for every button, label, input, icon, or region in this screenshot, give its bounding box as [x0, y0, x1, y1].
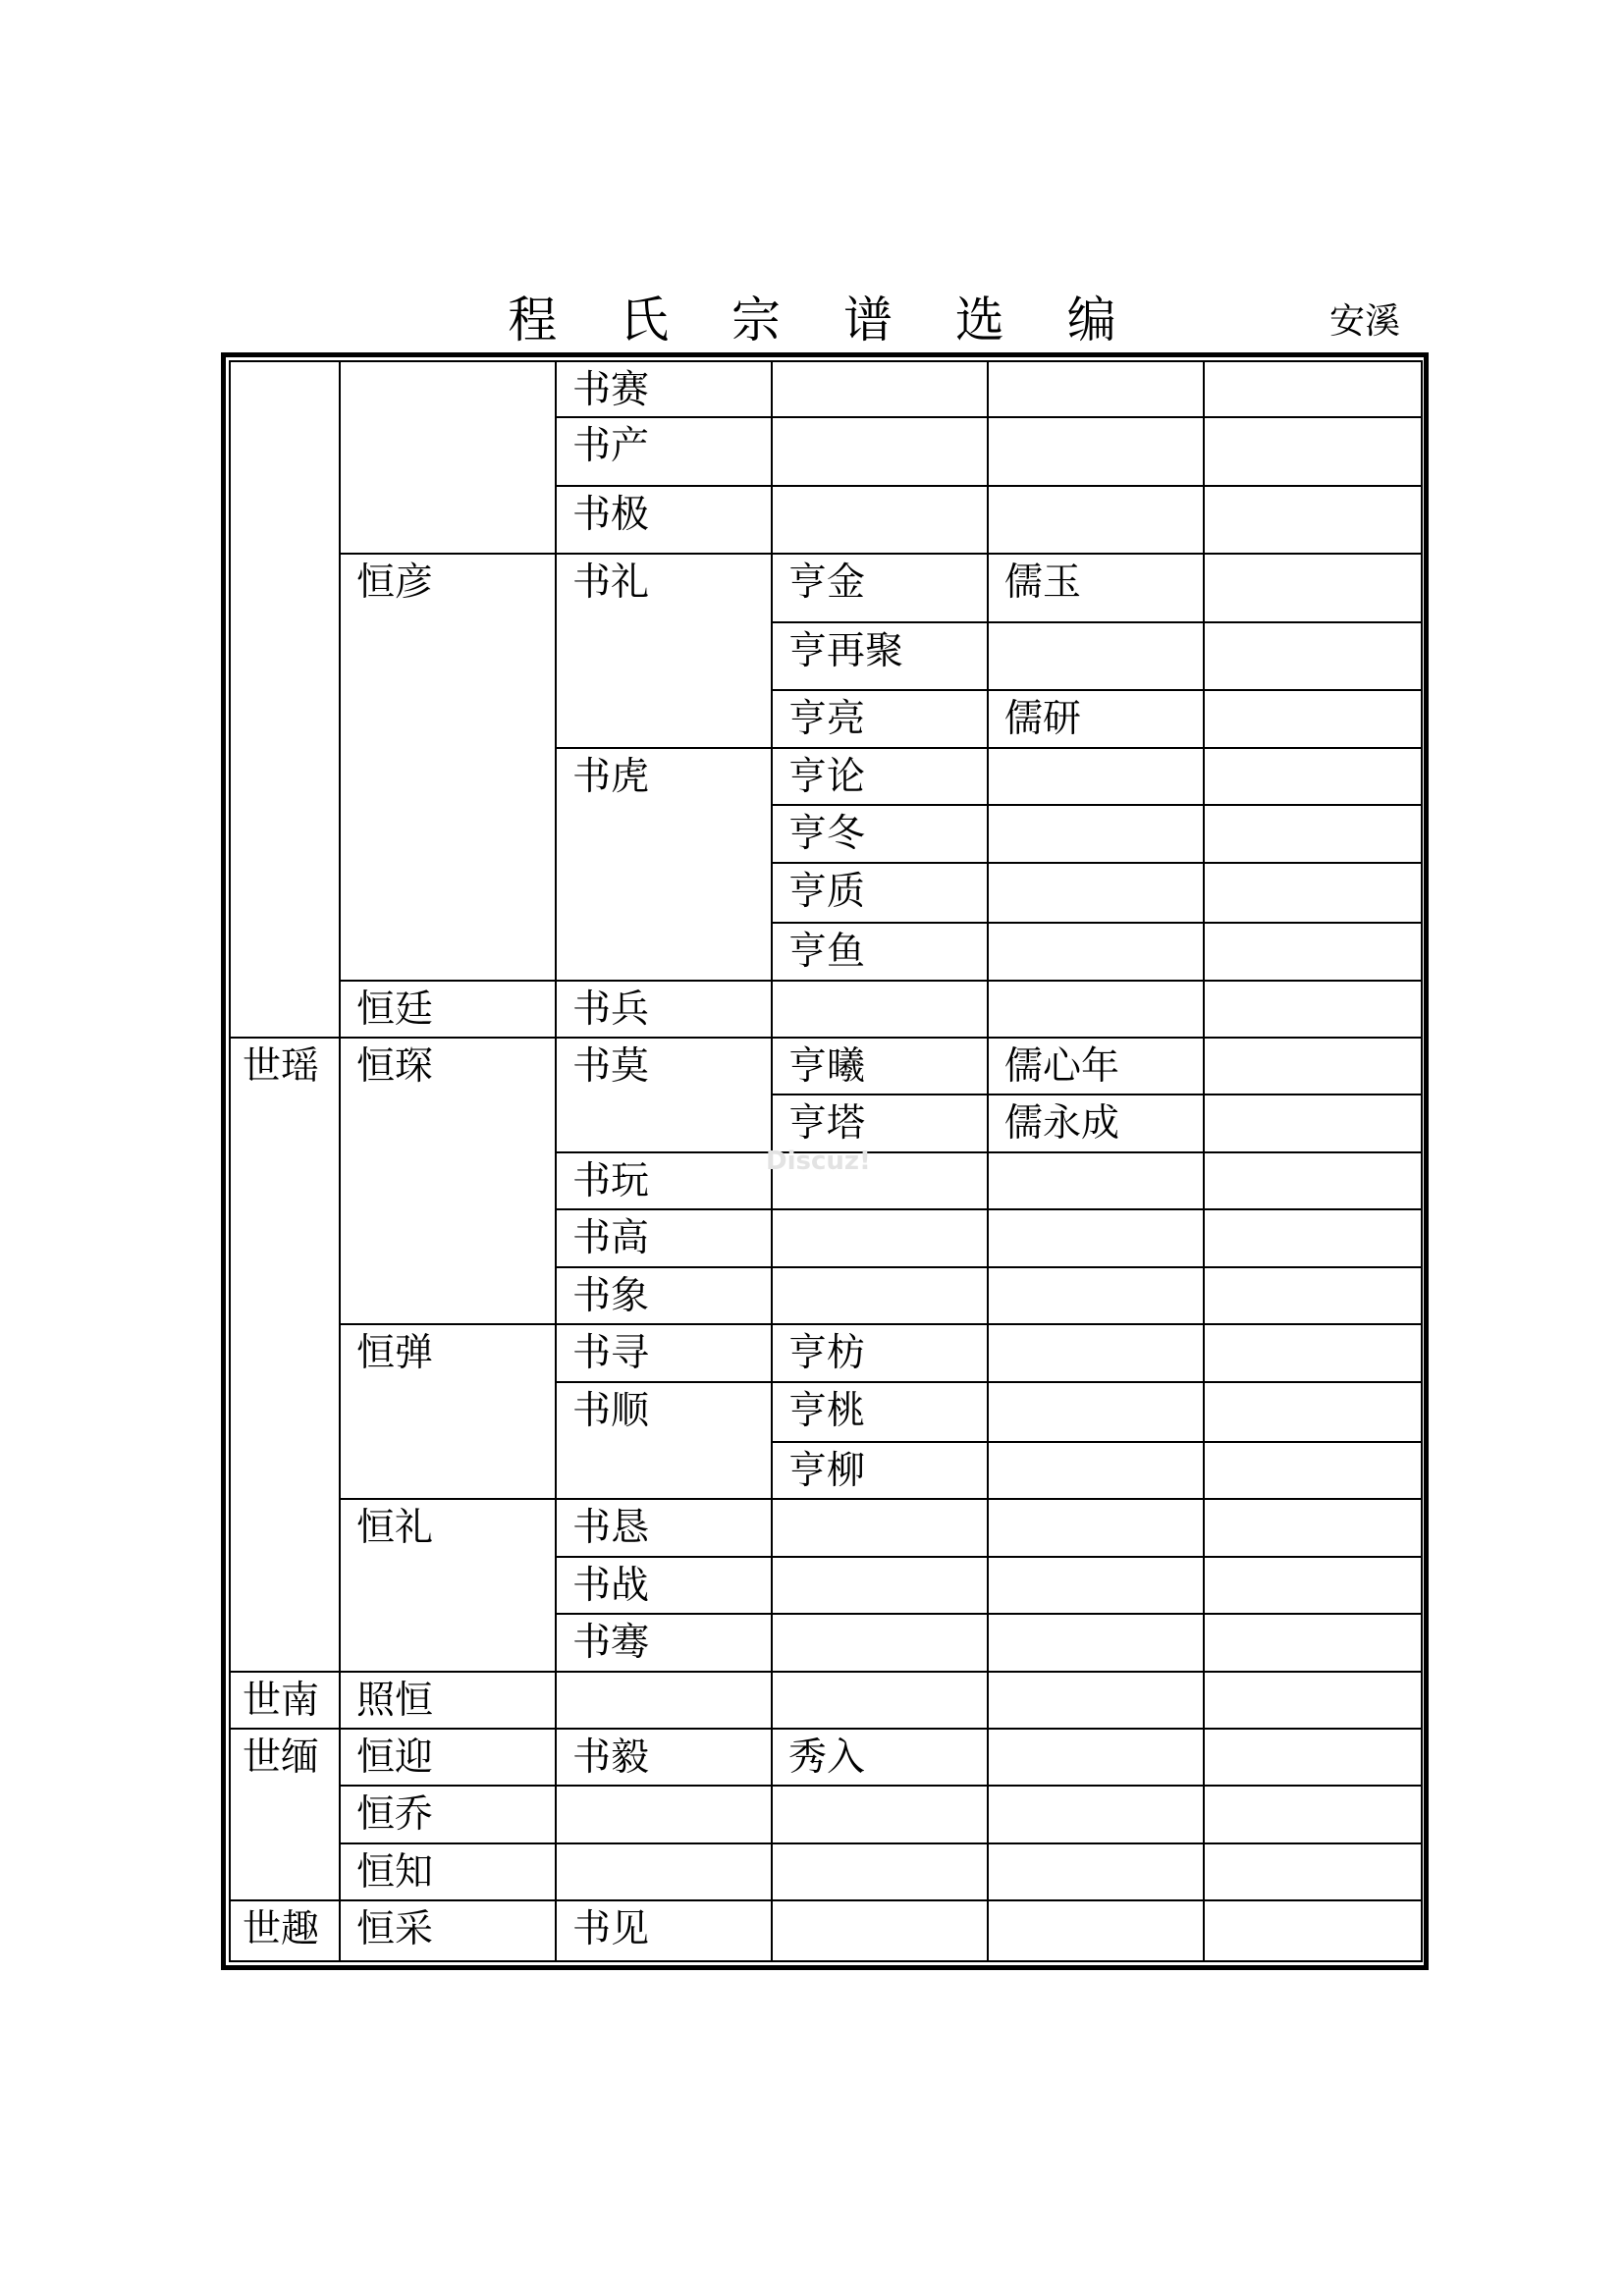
generation-5-cell: [988, 1729, 1204, 1786]
generation-5-cell: [988, 1900, 1204, 1961]
generation-6-cell: [1204, 1095, 1422, 1151]
generation-4-cell: 亨金: [772, 554, 988, 622]
generation-3-cell: 书产: [556, 417, 772, 486]
generation-5-cell: [988, 1209, 1204, 1266]
generation-5-cell: [988, 1672, 1204, 1729]
generation-5-cell: [988, 981, 1204, 1038]
generation-4-cell: 亨曦: [772, 1038, 988, 1095]
table-row: [230, 1324, 1422, 1381]
watermark: Discuz!: [766, 1147, 871, 1176]
generation-6-cell: [1204, 1442, 1422, 1499]
generation-5-cell: [988, 923, 1204, 980]
generation-2-cell: 恒弹: [340, 1324, 556, 1499]
generation-1-cell: [230, 361, 340, 1038]
generation-6-cell: [1204, 1786, 1422, 1842]
generation-4-cell: [772, 417, 988, 486]
place-name: 安溪: [1329, 301, 1401, 342]
generation-4-cell: 亨枋: [772, 1324, 988, 1381]
generation-4-cell: [772, 1557, 988, 1614]
generation-3-cell: 书玩: [556, 1152, 772, 1209]
generation-3-cell: [556, 1672, 772, 1729]
generation-6-cell: [1204, 1209, 1422, 1266]
generation-4-cell: 亨亮: [772, 690, 988, 747]
generation-1-cell: 世缅: [230, 1729, 340, 1900]
generation-5-cell: [988, 1843, 1204, 1900]
generation-6-cell: [1204, 863, 1422, 923]
table-row: [230, 1786, 1422, 1842]
generation-4-cell: 亨塔: [772, 1095, 988, 1151]
generation-3-cell: [556, 1786, 772, 1842]
generation-5-cell: [988, 1152, 1204, 1209]
generation-6-cell: [1204, 1038, 1422, 1095]
generation-3-cell: 书礼: [556, 554, 772, 747]
generation-2-cell: 恒知: [340, 1843, 556, 1900]
generation-6-cell: [1204, 1614, 1422, 1671]
generation-3-cell: 书顺: [556, 1382, 772, 1500]
generation-4-cell: [772, 486, 988, 555]
table-row: [230, 1499, 1422, 1556]
generation-2-cell: 恒采: [340, 1900, 556, 1961]
generation-3-cell: 书虎: [556, 748, 772, 981]
table-row: [230, 1900, 1422, 1961]
generation-4-cell: [772, 1900, 988, 1961]
generation-5-cell: [988, 361, 1204, 417]
generation-5-cell: [988, 863, 1204, 923]
table-row: [230, 981, 1422, 1038]
generation-5-cell: [988, 1267, 1204, 1324]
generation-5-cell: [988, 805, 1204, 862]
generation-2-cell: 恒廷: [340, 981, 556, 1038]
generation-6-cell: [1204, 1672, 1422, 1729]
generation-4-cell: 亨质: [772, 863, 988, 923]
generation-6-cell: [1204, 1267, 1422, 1324]
generation-2-cell: 恒琛: [340, 1038, 556, 1324]
generation-4-cell: [772, 1267, 988, 1324]
generation-5-cell: [988, 1324, 1204, 1381]
generation-3-cell: 书毅: [556, 1729, 772, 1786]
generation-5-cell: 儒研: [988, 690, 1204, 747]
generation-4-cell: 亨桃: [772, 1382, 988, 1442]
generation-6-cell: [1204, 1499, 1422, 1556]
table-row: [230, 1729, 1422, 1786]
table-row: [230, 1843, 1422, 1900]
generation-4-cell: [772, 1672, 988, 1729]
generation-4-cell: [772, 981, 988, 1038]
generation-3-cell: 书见: [556, 1900, 772, 1961]
generation-4-cell: 亨柳: [772, 1442, 988, 1499]
generation-5-cell: [988, 1382, 1204, 1442]
generation-6-cell: [1204, 1382, 1422, 1442]
generation-6-cell: [1204, 486, 1422, 555]
page-title: 程 氏 宗 谱 选 编: [508, 292, 1140, 348]
generation-3-cell: 书战: [556, 1557, 772, 1614]
generation-4-cell: 亨冬: [772, 805, 988, 862]
generation-4-cell: [772, 1786, 988, 1842]
generation-3-cell: 书高: [556, 1209, 772, 1266]
generation-6-cell: [1204, 361, 1422, 417]
generation-3-cell: 书兵: [556, 981, 772, 1038]
generation-5-cell: [988, 622, 1204, 691]
generation-4-cell: [772, 1499, 988, 1556]
generation-6-cell: [1204, 1729, 1422, 1786]
generation-3-cell: 书寻: [556, 1324, 772, 1381]
generation-4-cell: [772, 1209, 988, 1266]
generation-5-cell: [988, 1557, 1204, 1614]
generation-1-cell: 世瑶: [230, 1038, 340, 1672]
generation-5-cell: 儒玉: [988, 554, 1204, 622]
generation-4-cell: [772, 1843, 988, 1900]
generation-3-cell: [556, 1843, 772, 1900]
generation-2-cell: 恒乔: [340, 1786, 556, 1842]
generation-6-cell: [1204, 805, 1422, 862]
generation-5-cell: 儒永成: [988, 1095, 1204, 1151]
generation-5-cell: [988, 1786, 1204, 1842]
generation-5-cell: 儒心年: [988, 1038, 1204, 1095]
generation-6-cell: [1204, 981, 1422, 1038]
generation-5-cell: [988, 1499, 1204, 1556]
generation-2-cell: 恒礼: [340, 1499, 556, 1671]
generation-4-cell: 秀入: [772, 1729, 988, 1786]
generation-5-cell: [988, 1442, 1204, 1499]
generation-4-cell: 亨论: [772, 748, 988, 805]
generation-3-cell: 书极: [556, 486, 772, 555]
generation-4-cell: [772, 361, 988, 417]
generation-5-cell: [988, 1614, 1204, 1671]
generation-2-cell: 照恒: [340, 1672, 556, 1729]
generation-6-cell: [1204, 554, 1422, 622]
generation-4-cell: [772, 1614, 988, 1671]
generation-1-cell: 世南: [230, 1672, 340, 1729]
generation-2-cell: [340, 361, 556, 554]
generation-3-cell: 书象: [556, 1267, 772, 1324]
generation-6-cell: [1204, 622, 1422, 691]
generation-3-cell: 书骞: [556, 1614, 772, 1671]
generation-3-cell: 书恳: [556, 1499, 772, 1556]
table-row: [230, 361, 1422, 417]
generation-6-cell: [1204, 417, 1422, 486]
generation-6-cell: [1204, 690, 1422, 747]
table-row: [230, 1038, 1422, 1095]
generation-3-cell: 书赛: [556, 361, 772, 417]
generation-6-cell: [1204, 748, 1422, 805]
generation-6-cell: [1204, 1900, 1422, 1961]
generation-3-cell: 书莫: [556, 1038, 772, 1152]
generation-2-cell: 恒彦: [340, 554, 556, 980]
generation-6-cell: [1204, 1843, 1422, 1900]
table-row: [230, 554, 1422, 622]
generation-4-cell: 亨鱼: [772, 923, 988, 980]
table-row: [230, 1672, 1422, 1729]
generation-6-cell: [1204, 1557, 1422, 1614]
generation-1-cell: 世趣: [230, 1900, 340, 1961]
generation-2-cell: 恒迎: [340, 1729, 556, 1786]
generation-4-cell: 亨再聚: [772, 622, 988, 691]
generation-6-cell: [1204, 1152, 1422, 1209]
generation-5-cell: [988, 486, 1204, 555]
generation-5-cell: [988, 748, 1204, 805]
generation-5-cell: [988, 417, 1204, 486]
generation-6-cell: [1204, 1324, 1422, 1381]
generation-6-cell: [1204, 923, 1422, 980]
